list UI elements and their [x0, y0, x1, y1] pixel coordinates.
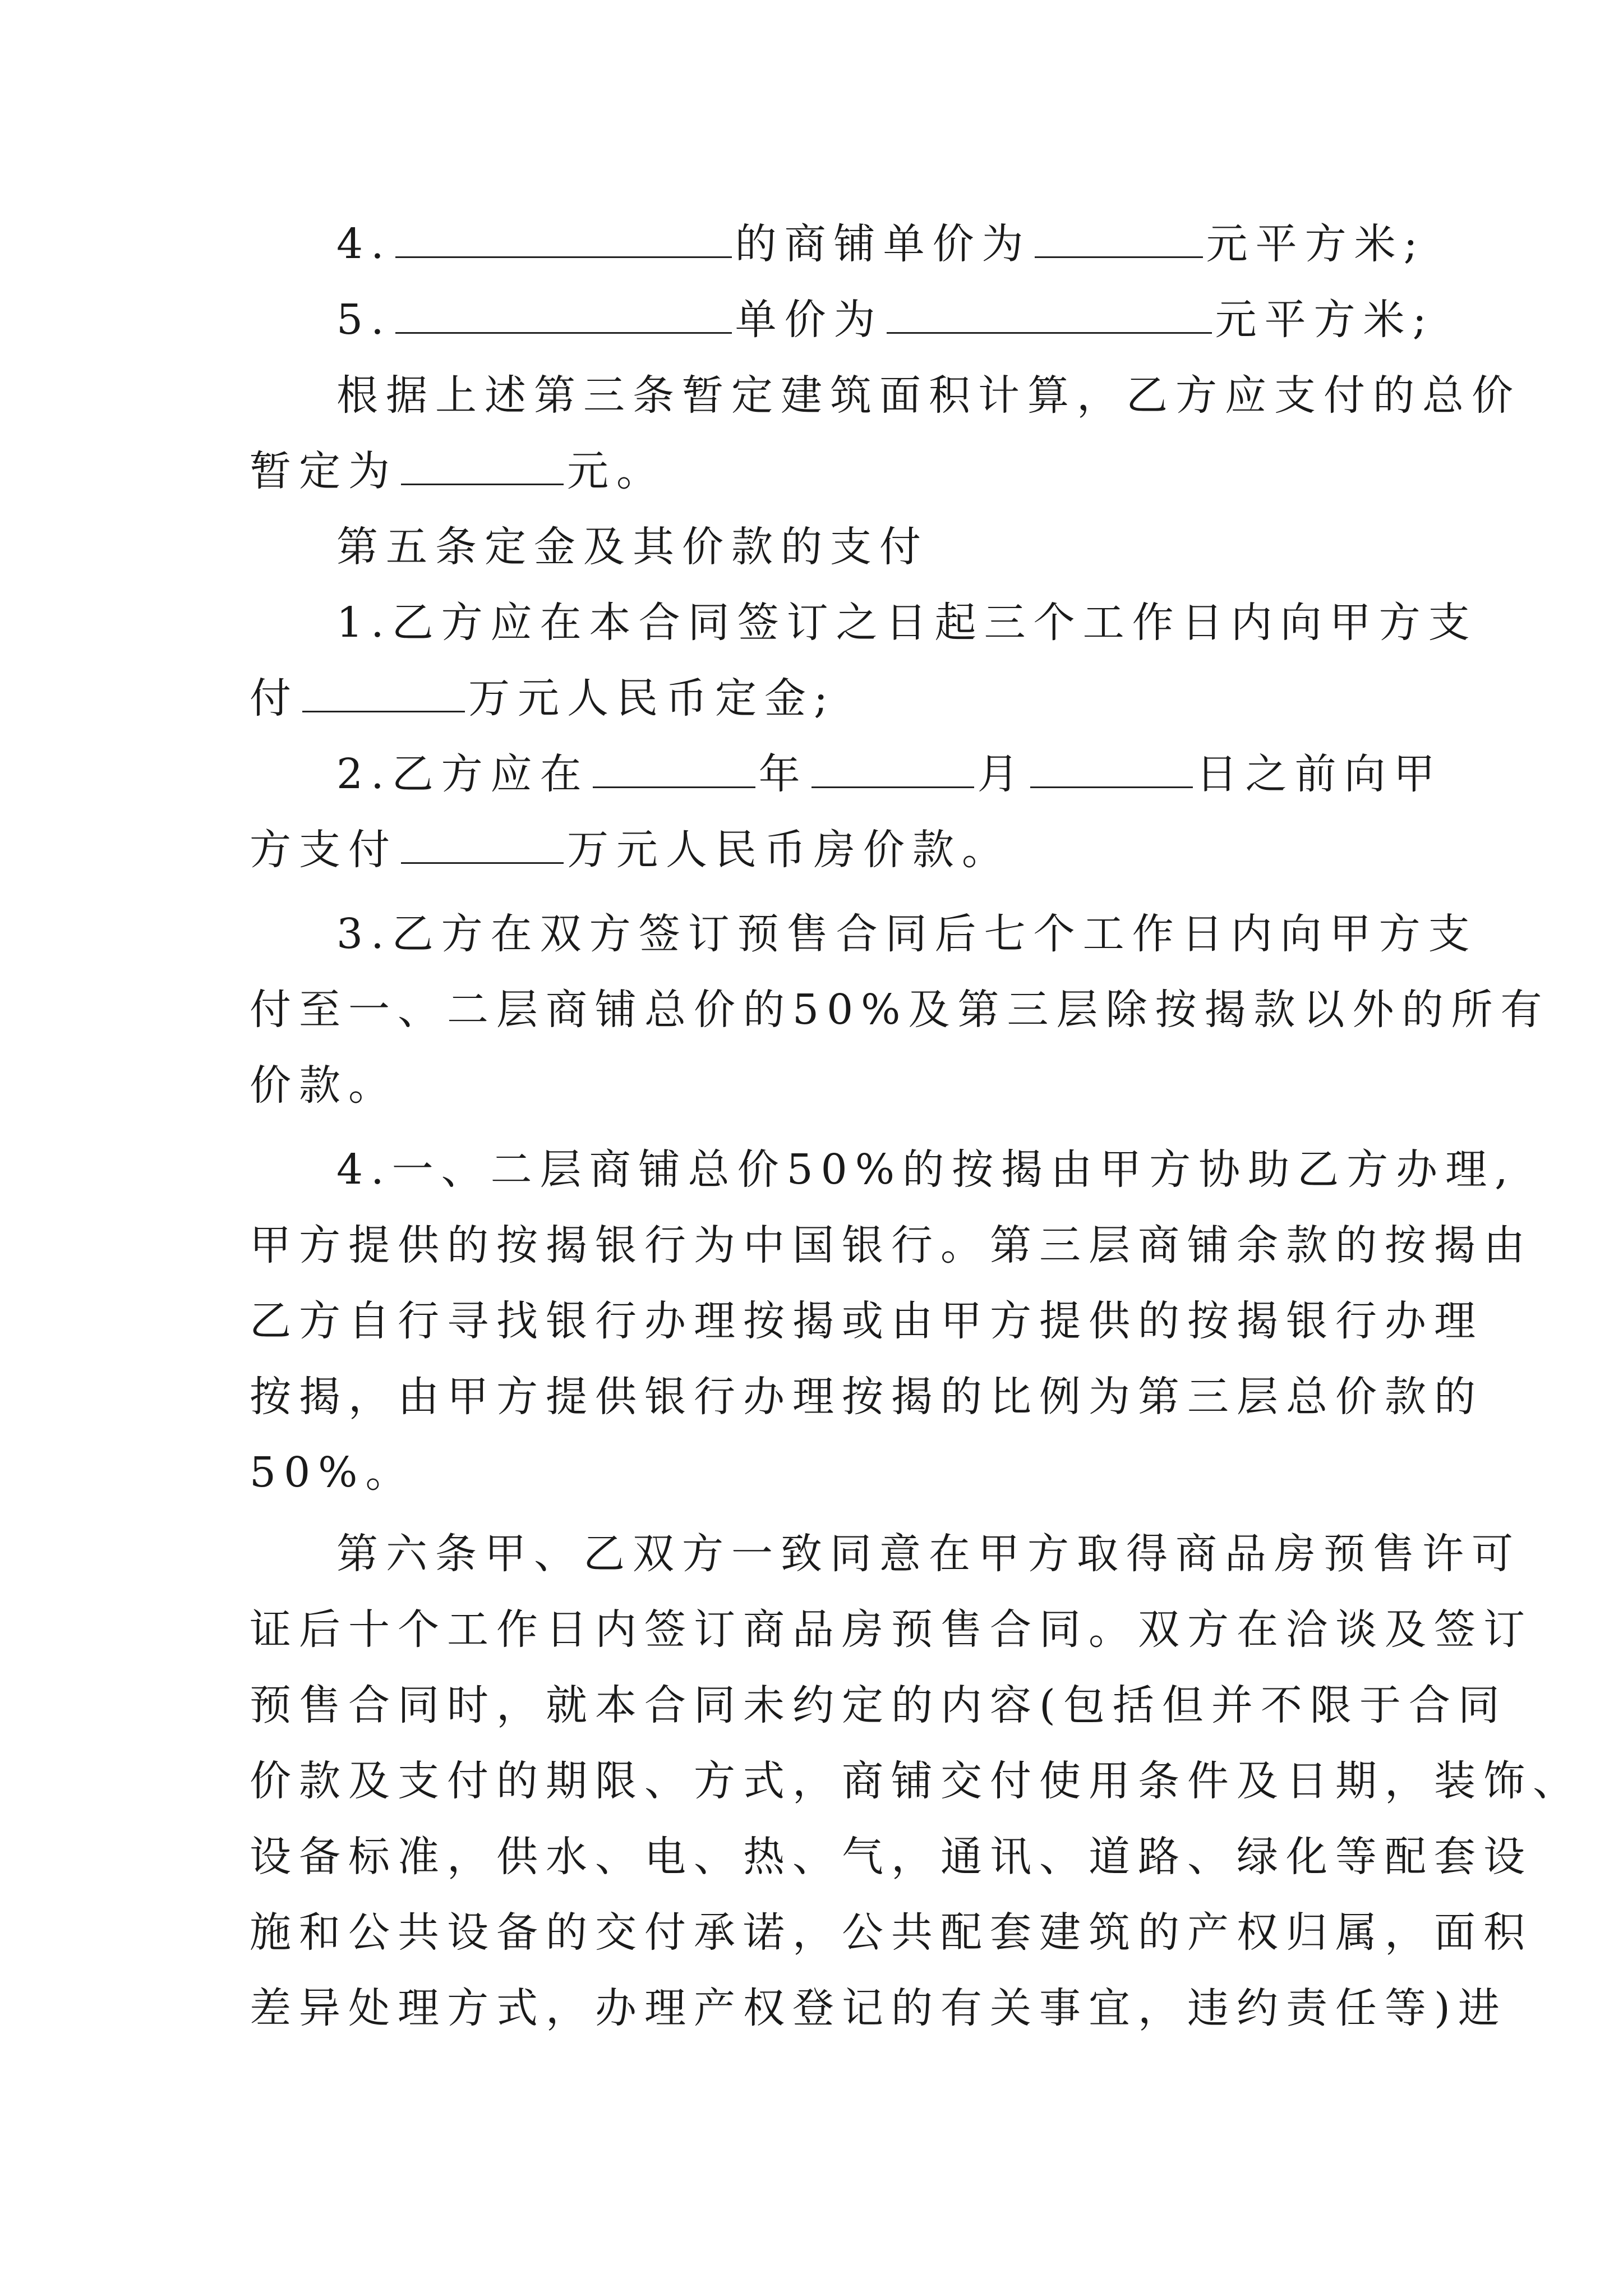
paragraph-line: 乙方自行寻找银行办理按揭或由甲方提供的按揭银行办理 — [250, 1297, 1483, 1345]
text: 年 — [758, 750, 808, 798]
text: 万元人民币定金; — [468, 674, 836, 723]
paragraph-line: 按揭，由甲方提供银行办理按揭的比例为第三层总价款的 — [250, 1373, 1483, 1421]
paragraph-line: 价款及支付的期限、方式，商铺交付使用条件及日期，装饰、 — [250, 1757, 1582, 1805]
paragraph-line: 施和公共设备的交付承诺，公共配套建筑的产权归属，面积 — [250, 1908, 1533, 1957]
item-number: 4. — [336, 220, 392, 268]
text: 元平方米; — [1215, 296, 1435, 344]
blank-field[interactable] — [401, 827, 564, 864]
section-heading-article-5: 第五条定金及其价款的支付 — [336, 523, 929, 571]
text: 元平方米; — [1206, 220, 1426, 268]
paragraph-line: 1.乙方应在本合同签订之日起三个工作日内向甲方支 — [336, 599, 1478, 647]
blank-field[interactable] — [811, 752, 974, 788]
deposit-line — [250, 670, 1388, 726]
text: 方支付 — [250, 826, 398, 874]
section-article-6-line: 第六条甲、乙双方一致同意在甲方取得商品房预售许可 — [336, 1530, 1521, 1578]
paragraph-line: 3.乙方在双方签订预售合同后七个工作日内向甲方支 — [336, 910, 1478, 958]
paragraph-line: 证后十个工作日内签订商品房预售合同。双方在洽谈及签订 — [250, 1605, 1533, 1654]
blank-field[interactable] — [1030, 752, 1193, 788]
text: 单价为 — [735, 296, 883, 344]
clause-5-unit-price-line — [336, 292, 1475, 348]
text: 元。 — [567, 447, 666, 495]
blank-field[interactable] — [887, 297, 1212, 334]
paragraph-line: 50%。 — [250, 1448, 415, 1497]
text: 万元人民币房价款。 — [567, 826, 1011, 874]
blank-field[interactable] — [302, 676, 465, 712]
paragraph-line: 差异处理方式，办理产权登记的有关事宜，违约责任等)进 — [250, 1984, 1507, 2032]
blank-field[interactable] — [395, 297, 732, 334]
text: 付 — [250, 674, 299, 723]
payment-date-line — [336, 746, 1475, 802]
paragraph-line: 预售合同时，就本合同未约定的内容(包括但并不限于合同 — [250, 1681, 1507, 1729]
text: 月 — [977, 750, 1027, 798]
paragraph-line: 设备标准，供水、电、热、气，通讯、道路、绿化等配套设 — [250, 1833, 1533, 1881]
blank-field[interactable] — [1035, 222, 1203, 258]
text: 日之前向甲 — [1196, 750, 1443, 798]
paragraph-line: 付至一、二层商铺总价的50%及第三层除按揭款以外的所有 — [250, 986, 1550, 1034]
text: 2.乙方应在 — [336, 750, 589, 798]
blank-field[interactable] — [401, 449, 564, 485]
house-payment-line — [250, 822, 1388, 878]
text: 暂定为 — [250, 447, 398, 495]
text: 的商铺单价为 — [735, 220, 1031, 268]
blank-field[interactable] — [395, 222, 732, 258]
item-number: 5. — [336, 296, 392, 344]
paragraph-line: 根据上述第三条暂定建筑面积计算，乙方应支付的总价 — [336, 371, 1521, 420]
total-price-line — [250, 443, 1388, 499]
blank-field[interactable] — [593, 752, 755, 788]
paragraph-line: 甲方提供的按揭银行为中国银行。第三层商铺余款的按揭由 — [250, 1221, 1533, 1269]
paragraph-line: 4.一、二层商铺总价50%的按揭由甲方协助乙方办理, — [336, 1145, 1516, 1194]
clause-4-unit-price-line — [336, 216, 1475, 272]
paragraph-line: 价款。 — [250, 1061, 398, 1110]
